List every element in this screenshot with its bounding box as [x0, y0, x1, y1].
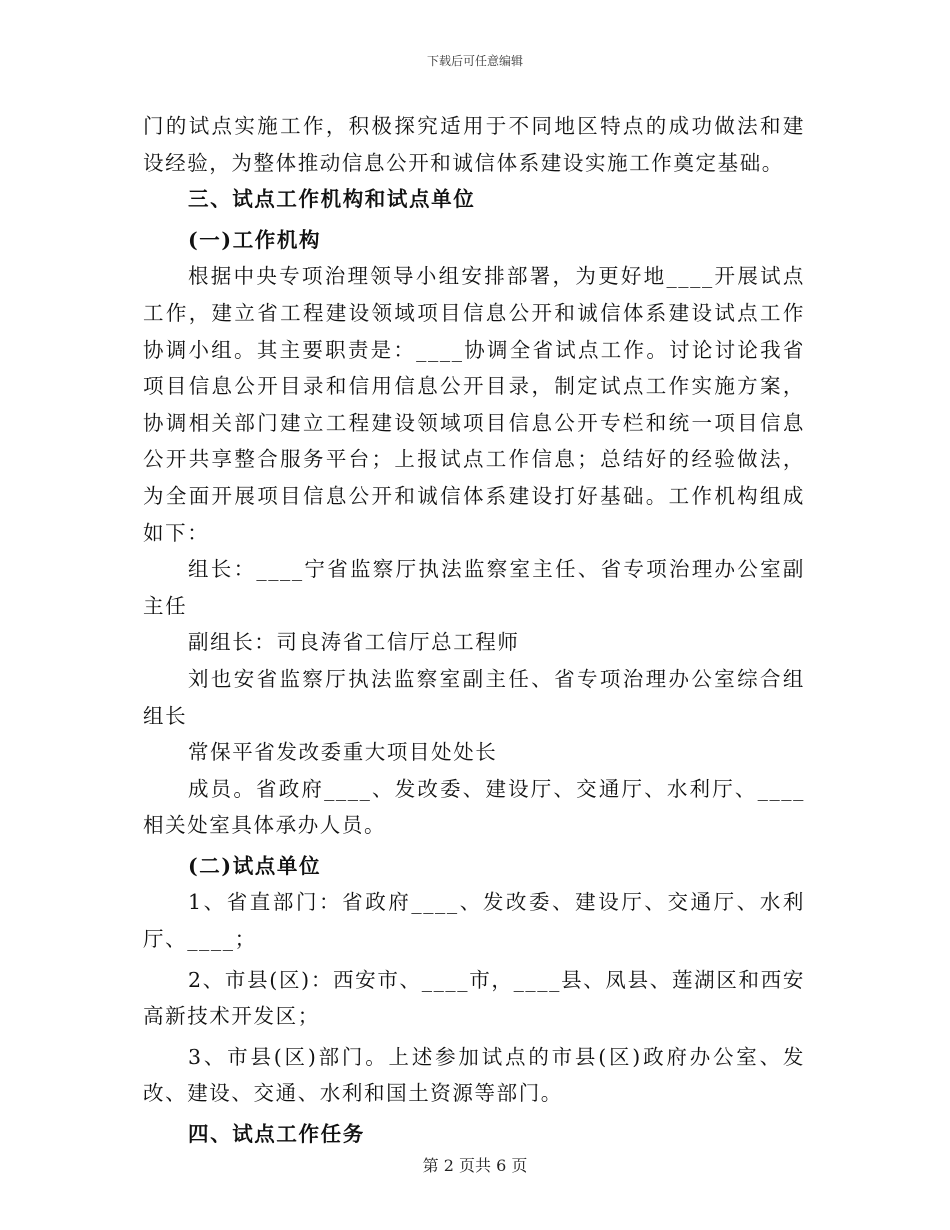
- paragraph-deputy-chang: 常保平省发改委重大项目处处长: [188, 740, 498, 765]
- document-body: [143, 108, 805, 1153]
- section-heading-4: 四、试点工作任务: [188, 1122, 365, 1147]
- subsection-heading-pilot-units: (二)试点单位: [188, 853, 322, 878]
- page-header-note: 下载后可任意编辑: [426, 54, 523, 68]
- page-number: 第 2 页共 6 页: [422, 1156, 528, 1175]
- paragraph-members: 成员。省政府____、发改委、建设厅、交通厅、水利厅、____相关处室具体承办人员。: [143, 776, 805, 838]
- list-item-county-departments: 3、市县(区)部门。上述参加试点的市县(区)政府办公室、发改、建设、交通、水利和国土资源等部门。: [143, 1044, 805, 1106]
- paragraph-deputy-liu: 刘也安省监察厅执法监察室副主任、省专项治理办公室综合组组长: [143, 666, 805, 728]
- paragraph-continuation: 门的试点实施工作，积极探究适用于不同地区特点的成功做法和建设经验，为整体推动信息公开和诚信体系建设实施工作奠定基础。: [143, 114, 805, 175]
- paragraph-group-leader: 组长：____宁省监察厅执法监察室主任、省专项治理办公室副主任: [143, 557, 805, 618]
- list-item-provincial-departments: 1、省直部门：省政府____、发改委、建设厅、交通厅、水利厅、____；: [143, 890, 805, 952]
- subsection-heading-organization: (一)工作机构: [188, 227, 322, 252]
- section-heading-3: 三、试点工作机构和试点单位: [188, 187, 476, 212]
- list-item-cities-counties: 2、市县(区)：西安市、____市，____县、凤县、莲湖区和西安高新技术开发区；: [143, 967, 805, 1029]
- paragraph-organization: 根据中央专项治理领导小组安排部署，为更好地____开展试点工作，建立省工程建设领域项目信息公开和诚信体系建设试点工作协调小组。其主要职责是：____协调全省试点工作。讨论讨论我省项目信息公开目录和信用信息公开目录，制定试点工作实施方案，协调相关部门建立工程建设领域项目信息公开专栏和统一项目信息公开共享整合服务平台；上报试点工作信息；总结好的经验做法，为全面开展项目信息公开和诚信体系建设打好基础。工作机构组成如下：: [143, 264, 805, 545]
- paragraph-deputy-leader: 副组长：司良涛省工信厅总工程师: [188, 630, 520, 655]
